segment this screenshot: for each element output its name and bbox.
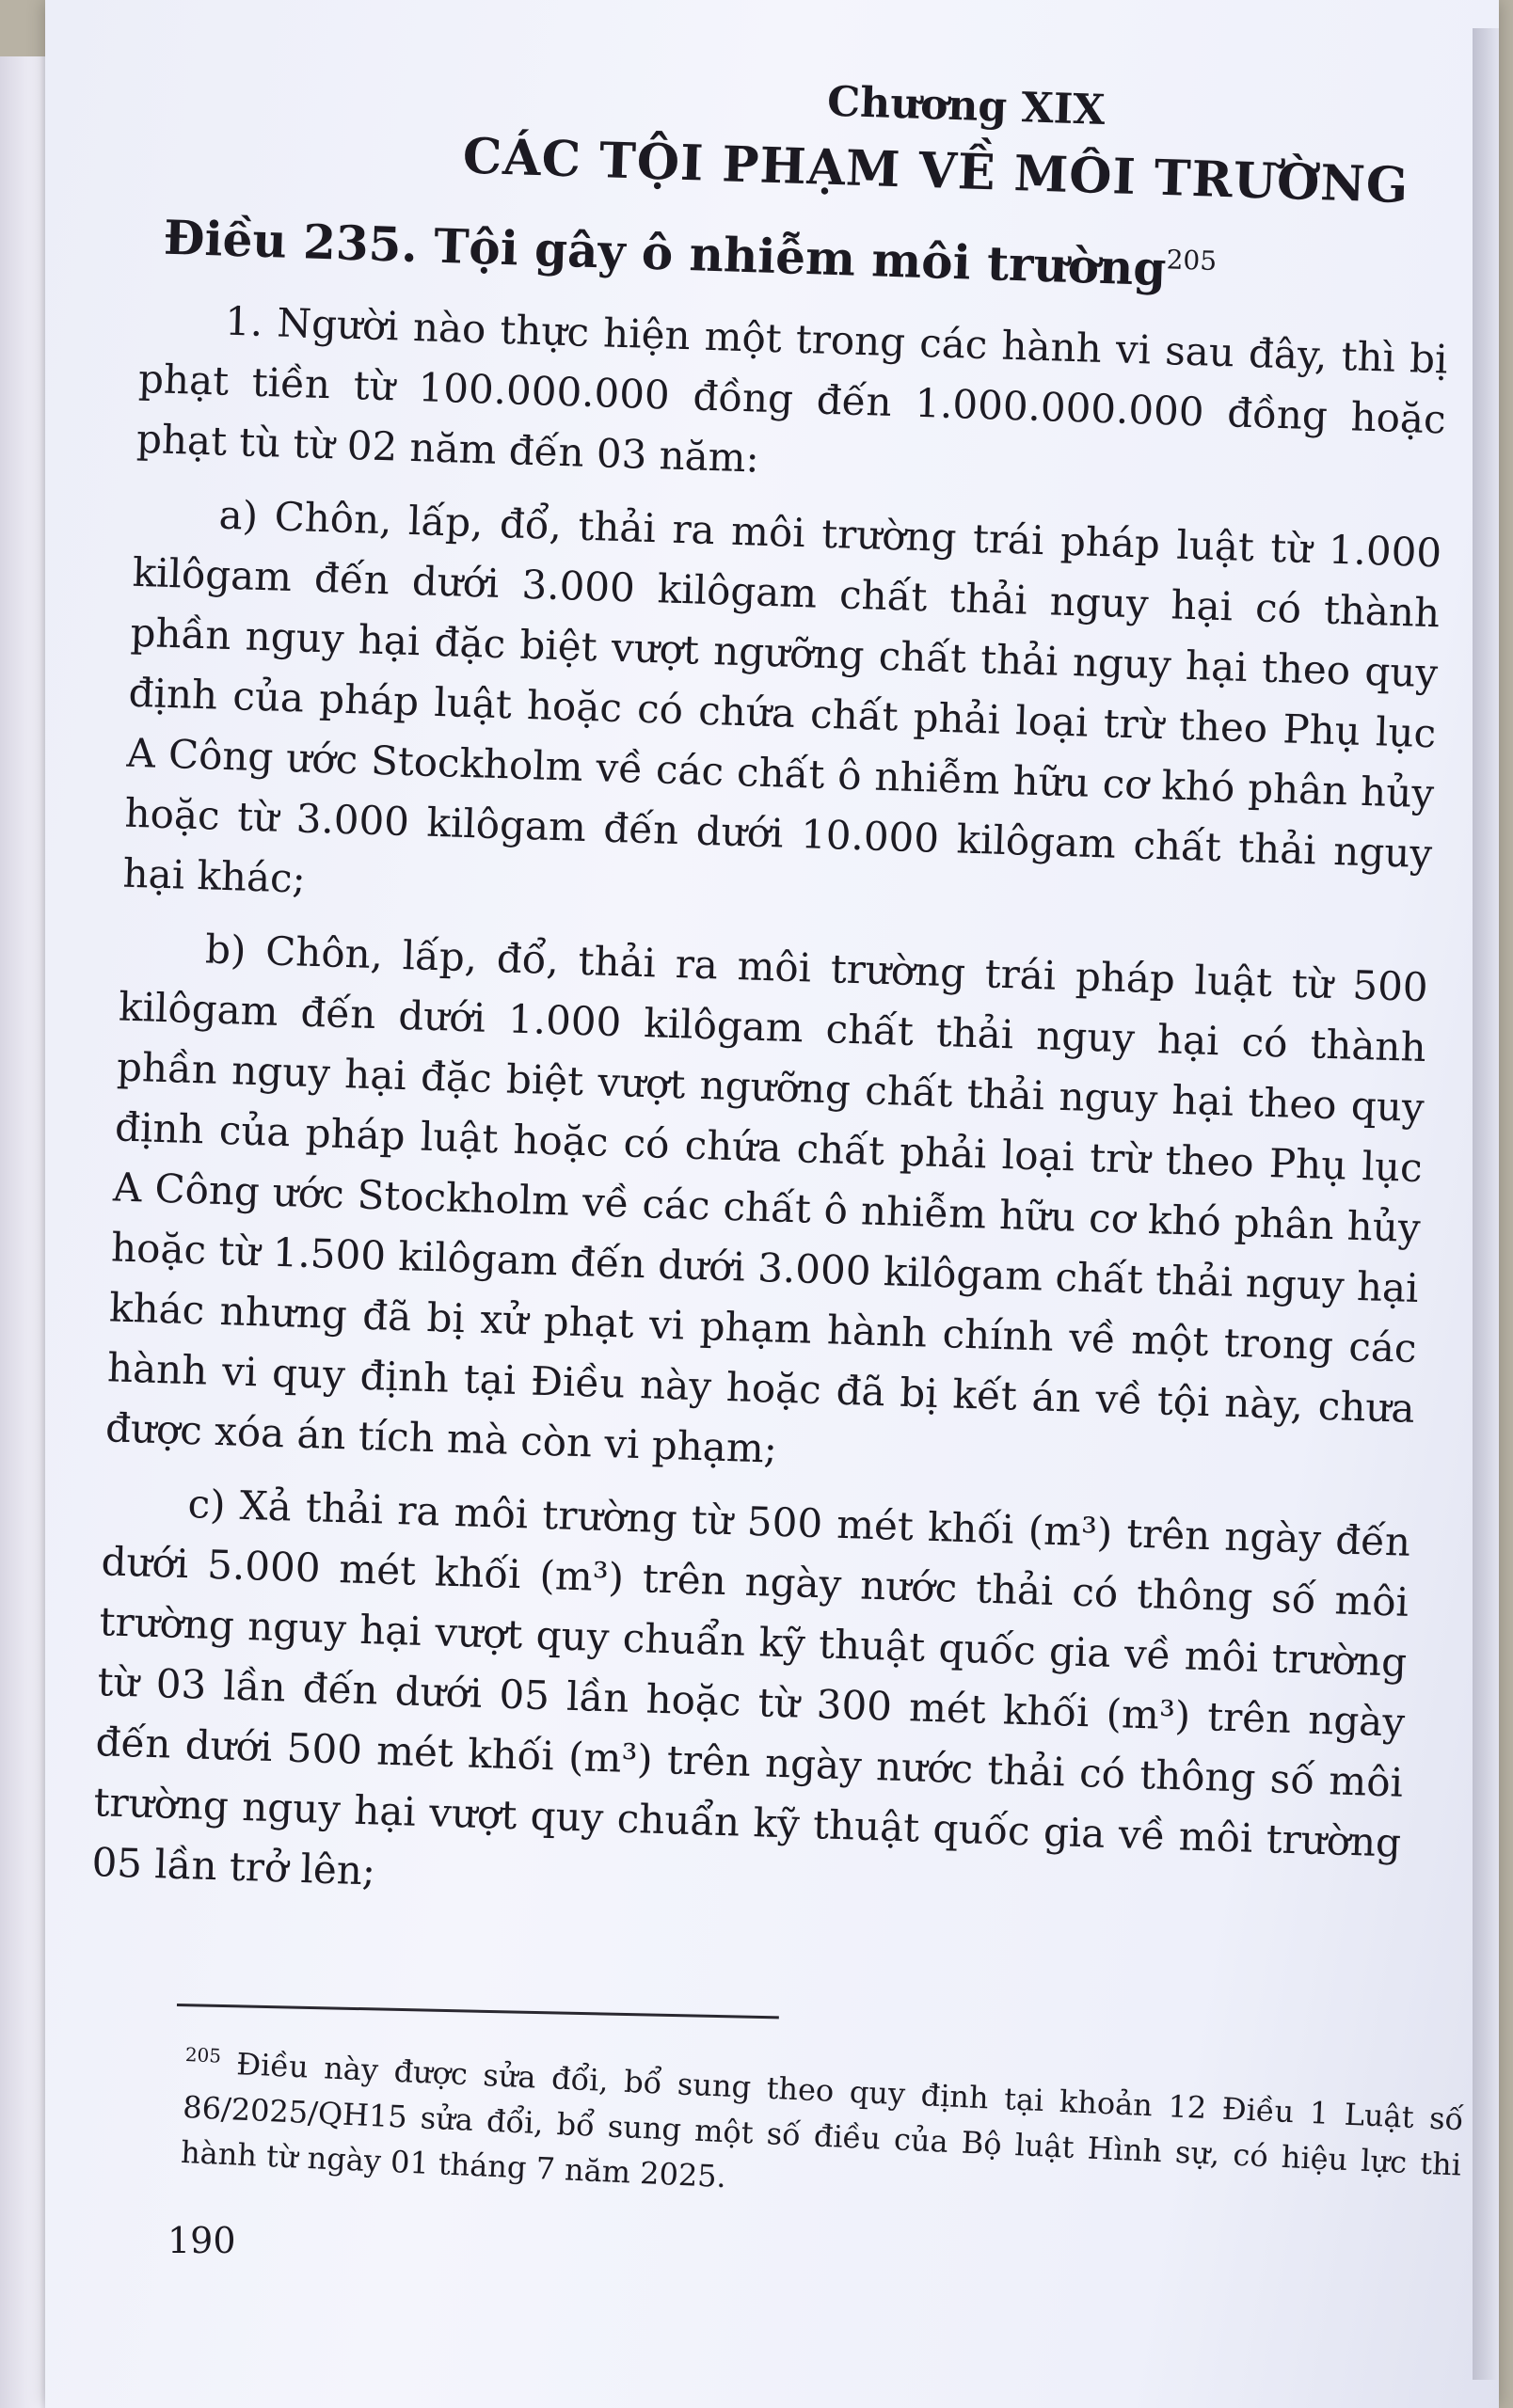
point-c: c) Xả thải ra môi trường từ 500 mét khối (m³) trên ngày đến dưới 5.000 mét khối (m³) trên ngày nước thải có thông số môi trường nguy hại vượt quy chuẩn kỹ thuật quốc gia về môi trường từ 03 lần đến dưới 05 lần hoặc từ 300 mét khối (m³) trên ngày đến dưới 500 mét khối (m³) trên ngày nước thải có thông số môi trường nguy hại vượt quy chuẩn kỹ thuật quốc gia về môi trường 05 lần trở lên;	[90, 1481, 1411, 1894]
page-number: 190	[167, 2220, 236, 2261]
chapter-title: CÁC TỘI PHẠM VỀ MÔI TRƯỜNG	[462, 127, 1410, 215]
footnote-divider	[177, 2004, 779, 2019]
point-a: a) Chôn, lấp, đổ, thải ra môi trường trái pháp luật từ 1.000 kilôgam đến dưới 3.000 kilôgam chất thải nguy hại có thành phần nguy hại đặc biệt vượt ngưỡng chất thải nguy hại theo quy định của pháp luật hoặc có chứa chất phải loại trừ theo Phụ lục A Công ước Stockholm về các chất ô nhiễm hữu cơ khó phân hủy hoặc từ 3.000 kilôgam đến dưới 10.000 kilôgam chất thải nguy hại khác;	[121, 491, 1442, 902]
article-heading	[142, 209, 1498, 307]
footnote-reference: 205	[1166, 244, 1218, 277]
footnote	[180, 2032, 1464, 2232]
footnote-text: Điều này được sửa đổi, bổ sung theo quy định tại khoản 12 Điều 1 Luật số 86/2025/QH15 sửa đổi, bổ sung một số điều của Bộ luật Hình sự, có hiệu lực thi hành từ ngày 01 tháng 7 năm 2025.	[180, 2046, 1465, 2194]
article-title: Điều 235. Tội gây ô nhiễm môi trường	[163, 209, 1168, 297]
clause-1: 1. Người nào thực hiện một trong các hành vi sau đây, thì bị phạt tiền từ 100.000.000 đồng đến 1.000.000.000 đồng hoặc phạt tù từ 02 năm đến 03 năm:	[135, 297, 1449, 482]
chapter-label: Chương XIX	[826, 77, 1107, 135]
page-content	[90, 56, 1499, 1948]
book-page	[45, 0, 1499, 2408]
footnote-number: 205	[184, 2042, 222, 2067]
point-b: b) Chôn, lấp, đổ, thải ra môi trường trái pháp luật từ 500 kilôgam đến dưới 1.000 kilôgam chất thải nguy hại có thành phần nguy hại đặc biệt vượt ngưỡng chất thải nguy hại theo quy định của pháp luật hoặc có chứa chất phải loại trừ theo Phụ lục A Công ước Stockholm về các chất ô nhiễm hữu cơ khó phân hủy hoặc từ 1.500 kilôgam đến dưới 3.000 kilôgam chất thải nguy hại khác nhưng đã bị xử phạt vi phạm hành chính về một trong các hành vi quy định tại Điều này hoặc đã bị kết án về tội này, chưa được xóa án tích mà còn vi phạm;	[104, 926, 1429, 1472]
